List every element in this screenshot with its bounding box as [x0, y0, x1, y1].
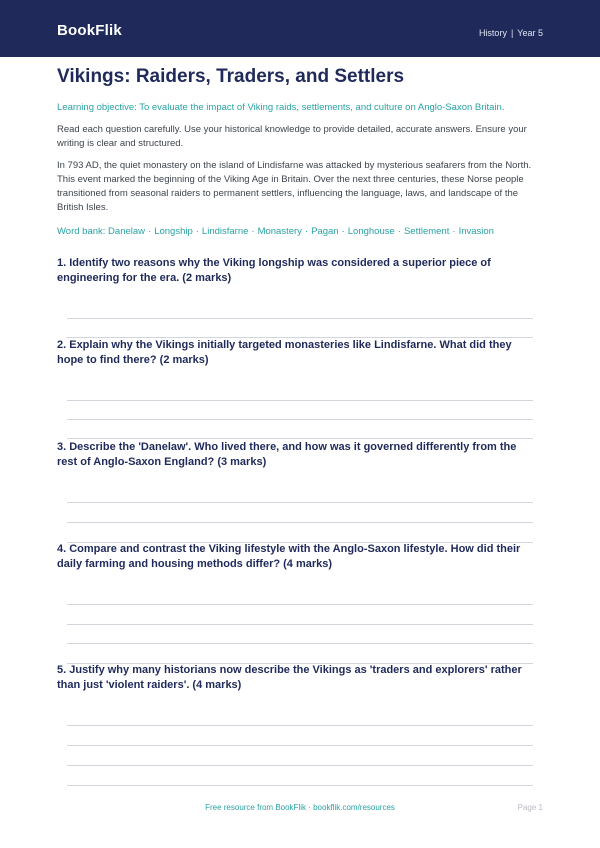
question-3-text: 3. Describe the 'Danelaw'. Who lived there, and how was it governed differently from the rest of Anglo-Saxon England? (3 marks) — [57, 441, 517, 468]
answer-line[interactable] — [67, 745, 533, 746]
question-2 — [57, 338, 537, 368]
page-header — [0, 0, 600, 57]
question-5-text: 5. Justify why many historians now describe the Vikings as 'traders and explorers' rather than just 'violent raiders'. (4 marks) — [57, 664, 522, 691]
worksheet-title: Vikings: Raiders, Traders, and Settlers — [57, 66, 405, 87]
word-bank-term: Invasion — [458, 226, 494, 237]
word-bank-term: Monastery — [257, 226, 302, 237]
word-bank-term: Longhouse — [347, 226, 395, 237]
answer-line[interactable] — [67, 419, 533, 420]
question-2-text: 2. Explain why the Vikings initially targeted monasteries like Lindisfarne. What did they hope to find there? (2 marks) — [57, 339, 512, 366]
meta-separator: | — [510, 28, 514, 38]
word-bank-label: Word bank: — [57, 226, 106, 237]
question-5 — [57, 663, 537, 693]
brand-logo[interactable]: BookFlik — [57, 22, 122, 39]
word-bank-term: Pagan — [311, 226, 339, 237]
question-4-text: 4. Compare and contrast the Viking lifestyle with the Anglo-Saxon lifestyle. How did their daily farming and housing methods differ? (4 marks) — [57, 543, 521, 570]
learning-objective: Learning objective: To evaluate the impact of Viking raids, settlements, and culture on Anglo-Saxon Britain. — [57, 102, 505, 113]
footer-credit[interactable]: Free resource from BookFlik · bookflik.com/resources — [205, 803, 395, 812]
answer-line[interactable] — [67, 438, 533, 439]
answer-line[interactable] — [67, 604, 533, 605]
instructions-text: Read each question carefully. Use your historical knowledge to provide detailed, accurate answers. Ensure your writing is clear and structured. — [57, 124, 527, 149]
subject-meta — [479, 28, 543, 38]
answer-line[interactable] — [67, 624, 533, 625]
word-bank-term: Lindisfarne — [201, 226, 249, 237]
question-4 — [57, 542, 537, 572]
subject-label: History — [478, 28, 507, 38]
answer-line[interactable] — [67, 785, 533, 786]
worksheet-intro — [57, 66, 543, 239]
answer-line[interactable] — [67, 502, 533, 503]
year-label: Year 5 — [517, 28, 543, 38]
word-bank-term: Settlement — [403, 226, 450, 237]
word-bank-term: Longship — [154, 226, 193, 237]
page-number: Page 1 — [517, 803, 543, 812]
intro-text: In 793 AD, the quiet monastery on the island of Lindisfarne was attacked by mysterious seafarers from the North. This event marked the beginning of the Viking Age in Britain. Over the next three centuries, these Norse people transitioned from seasonal raiders to permanent settlers, influencing the language, laws, and landscape of the British Isles. — [57, 160, 532, 213]
answer-line[interactable] — [67, 318, 533, 319]
answer-line[interactable] — [67, 643, 533, 644]
word-bank-term: Danelaw — [108, 226, 146, 237]
question-1 — [57, 256, 537, 286]
question-3 — [57, 440, 537, 470]
answer-line[interactable] — [67, 400, 533, 401]
word-bank: Word bank: Danelaw · Longship · Lindisfarne · Monastery · Pagan · Longhouse · Settlement · Invasion — [57, 226, 494, 237]
answer-line[interactable] — [67, 725, 533, 726]
question-1-text: 1. Identify two reasons why the Viking longship was considered a superior piece of engineering for the era. (2 marks) — [57, 257, 491, 284]
answer-line[interactable] — [67, 765, 533, 766]
answer-line[interactable] — [67, 522, 533, 523]
